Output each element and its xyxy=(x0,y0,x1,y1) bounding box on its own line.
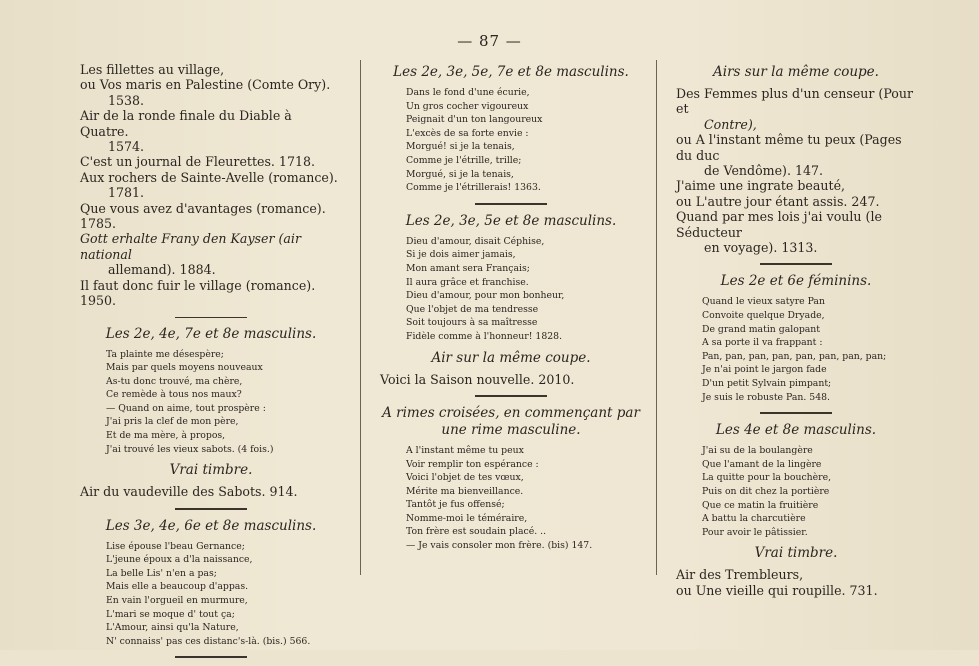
section-heading: Les 4e et 8e masculins. xyxy=(715,422,877,439)
separator-rule xyxy=(760,412,832,414)
verse-line: As-tu donc trouvé, ma chère, xyxy=(106,375,243,387)
column-2 xyxy=(380,62,642,553)
verse-line: N' connaiss' pas ces distanc's-là. (bis.) 566. xyxy=(106,635,311,647)
verse-line: De grand matin galopant xyxy=(702,323,821,335)
song-list xyxy=(676,86,916,255)
separator-rule xyxy=(175,508,247,510)
text-line: ou L'autre jour étant assis. 247. xyxy=(676,193,880,209)
separator-rule xyxy=(175,656,247,658)
text-line: Contre), xyxy=(704,116,757,132)
text-line: 1574. xyxy=(108,139,145,155)
verse-line: Dieu d'amour, disait Céphise, xyxy=(406,235,545,247)
text-line: 1781. xyxy=(108,185,145,201)
separator-rule xyxy=(175,317,247,318)
verse-line: J'ai pris la clef de mon père, xyxy=(106,416,239,428)
verse-line: Que l'objet de ma tendresse xyxy=(406,303,539,315)
verse-line: Je n'ai point le jargon fade xyxy=(702,364,827,376)
verse-line: Mérite ma bienveillance. xyxy=(406,485,524,497)
verse-block xyxy=(80,540,342,649)
section-heading: Les 2e, 4e, 7e et 8e masculins. xyxy=(105,325,317,342)
verse-line: Comme je l'étrille, trille; xyxy=(406,154,522,166)
verse-block xyxy=(380,444,642,553)
verse-line: Et de ma mère, à propos, xyxy=(106,430,226,442)
verse-line: — Je vais consoler mon frère. (bis) 147. xyxy=(406,540,593,552)
verse-line: Morgué! si je la tenais, xyxy=(406,141,515,153)
text-line: C'est un journal de Fleurettes. 1718. xyxy=(80,154,315,170)
text-line: de Vendôme). 147. xyxy=(704,163,824,179)
column-1 xyxy=(80,62,342,666)
verse-line: Il aura grâce et franchise. xyxy=(406,276,529,288)
text-line: Air des Trembleurs, xyxy=(676,567,804,583)
text-line: 1538. xyxy=(108,92,145,108)
verse-line: J'ai su de la boulangère xyxy=(702,445,813,457)
text-line: Air de la ronde finale du Diable à Quatre. xyxy=(80,108,292,139)
verse-line: Quand le vieux satyre Pan xyxy=(702,296,825,308)
text-line: Il faut donc fuir le village (romance). 1950. xyxy=(80,277,316,309)
text-line: ou Vos maris en Palestine (Comte Ory). xyxy=(80,77,331,93)
section-heading: Vrai timbre. xyxy=(754,545,838,562)
verse-line: Pan, pan, pan, pan, pan, pan, pan, pan; xyxy=(702,350,887,362)
verse-line: D'un petit Sylvain pimpant; xyxy=(702,378,832,390)
separator-rule xyxy=(475,395,547,397)
verse-line: Que l'amant de la lingère xyxy=(702,458,822,470)
verse-block xyxy=(380,235,642,344)
verse-line: Voir remplir ton espérance : xyxy=(406,458,539,470)
verse-line: La belle Lis' n'en a pas; xyxy=(106,567,217,579)
verse-block xyxy=(80,348,342,457)
verse-line: A battu la charcutière xyxy=(702,513,806,525)
verse-line: Nomme-moi le téméraire, xyxy=(406,512,528,524)
verse-line: L'excès de sa forte envie : xyxy=(406,127,529,139)
verse-block xyxy=(676,444,916,539)
verse-line: Si je dois aimer jamais, xyxy=(406,249,516,261)
verse-line: Puis on dit chez la portière xyxy=(702,486,830,497)
verse-line: Tantôt je fus offensé; xyxy=(406,499,505,511)
verse-line: A sa porte il va frappant : xyxy=(702,337,823,349)
verse-line: J'ai trouvé les vieux sabots. (4 fois.) xyxy=(106,443,274,455)
verse-line: Que ce matin la fruitière xyxy=(702,499,819,511)
section-heading: Vrai timbre. xyxy=(169,462,253,479)
verse-block xyxy=(380,86,642,195)
verse-line: La quitte pour la bouchère, xyxy=(702,472,832,484)
section-heading: A rimes croisées, en commençant par une rime masculine. xyxy=(382,404,640,438)
separator-rule xyxy=(760,263,832,265)
section-heading: Air sur la même coupe. xyxy=(431,349,591,366)
section-heading: Les 2e et 6e féminins. xyxy=(720,273,872,290)
separator-rule xyxy=(475,203,547,205)
verse-line: L'jeune époux a d'la naissance, xyxy=(106,554,253,566)
verse-line: En vain l'orgueil en murmure, xyxy=(106,595,248,607)
text-line: ou Une vieille qui roupille. 731. xyxy=(676,582,878,598)
verse-line: — Quand on aime, tout prospère : xyxy=(106,402,266,414)
text-line: Gott erhalte Frany den Kayser (air national xyxy=(80,231,301,262)
section-heading: Les 2e, 3e, 5e et 8e masculins. xyxy=(405,212,617,229)
verse-line: Peignait d'un ton langoureux xyxy=(406,114,543,126)
air-reference: Voici la Saison nouvelle. 2010. xyxy=(380,371,575,387)
verse-line: Mon amant sera Français; xyxy=(406,262,530,274)
text-line: Les fillettes au village, xyxy=(80,62,225,77)
verse-line: L'mari se moque d' tout ça; xyxy=(106,608,235,620)
air-reference: Air du vaudeville des Sabots. 914. xyxy=(80,484,298,500)
text-line: Que vous avez d'avantages (romance). 1785. xyxy=(80,200,326,232)
verse-line: Pour avoir le pâtissier. xyxy=(702,526,808,538)
text-line: allemand). 1884. xyxy=(108,262,216,278)
column-3 xyxy=(676,62,916,598)
verse-line: Un gros cocher vigoureux xyxy=(406,100,529,112)
verse-line: Mais elle a beaucoup d'appas. xyxy=(106,581,249,593)
verse-line: Ta plainte me désespère; xyxy=(106,348,224,360)
text-line: J'aime une ingrate beauté, xyxy=(676,178,846,194)
verse-line: Ton frère est soudain placé. .. xyxy=(406,526,547,538)
verse-block xyxy=(676,295,916,404)
verse-line: Comme je l'étrillerais! 1363. xyxy=(406,182,541,194)
text-line: en voyage). 1313. xyxy=(704,240,818,256)
verse-line: Morgué, si je la tenais, xyxy=(406,168,514,180)
song-list xyxy=(676,567,916,598)
section-heading: Airs sur la même coupe. xyxy=(713,64,879,80)
page-number: — 87 — xyxy=(457,32,522,50)
verse-line: Mais par quels moyens nouveaux xyxy=(106,362,263,374)
text-line: Quand par mes lois j'ai voulu (le Séducteur xyxy=(676,209,882,240)
verse-line: Ce remède à tous nos maux? xyxy=(106,389,242,401)
text-line: Aux rochers de Sainte-Avelle (romance). xyxy=(80,169,338,185)
section-heading: Les 2e, 3e, 5e, 7e et 8e masculins. xyxy=(393,64,629,80)
verse-line: A l'instant même tu peux xyxy=(406,444,524,456)
verse-line: Dieu d'amour, pour mon bonheur, xyxy=(406,290,565,302)
column-divider-left xyxy=(360,60,361,575)
song-list xyxy=(80,62,342,309)
verse-line: Dans le fond d'une écurie, xyxy=(406,87,530,98)
section-heading: Les 3e, 4e, 6e et 8e masculins. xyxy=(105,517,317,534)
text-line: ou A l'instant même tu peux (Pages du duc xyxy=(676,132,902,163)
verse-line: Convoite quelque Dryade, xyxy=(702,310,825,322)
text-line: Des Femmes plus d'un censeur (Pour et xyxy=(676,86,913,117)
verse-line: Voici l'objet de tes vœux, xyxy=(406,472,524,484)
verse-line: Fidèle comme à l'honneur! 1828. xyxy=(406,330,563,342)
verse-line: Lise épouse l'beau Gernance; xyxy=(106,540,245,552)
column-divider-right xyxy=(656,60,657,575)
verse-line: Je suis le robuste Pan. 548. xyxy=(702,391,830,403)
verse-line: L'Amour, ainsi qu'la Nature, xyxy=(106,622,239,634)
verse-line: Soit toujours à sa maîtresse xyxy=(406,317,538,329)
